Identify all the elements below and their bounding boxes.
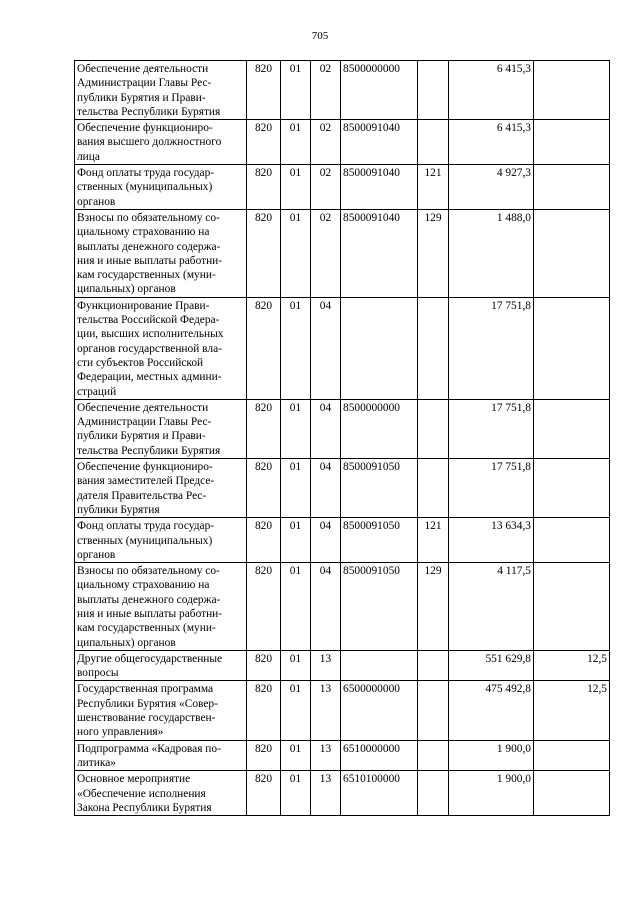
target-article-cell: 8500091040 [341, 165, 418, 210]
extra-amount-cell [534, 518, 610, 563]
ved-code-cell: 820 [247, 459, 281, 518]
row-name-cell: Фонд оплаты труда государ- ственных (муниципальных) органов [75, 165, 247, 210]
amount-cell: 17 751,8 [449, 399, 534, 458]
table-row [75, 399, 610, 458]
table-row [75, 771, 610, 816]
ved-code-cell: 820 [247, 165, 281, 210]
row-name-cell: Обеспечение функциониро- вания заместителей Предсе- дателя Правительства Рес- публики Бурятия [75, 459, 247, 518]
ved-code-cell: 820 [247, 61, 281, 120]
expense-type-cell [418, 459, 449, 518]
extra-amount-cell [534, 459, 610, 518]
target-article-cell: 8500091050 [341, 459, 418, 518]
section-code-cell: 01 [281, 563, 311, 651]
expense-type-cell [418, 771, 449, 816]
row-name-cell: Основное мероприятие «Обеспечение исполнения Закона Республики Бурятия [75, 771, 247, 816]
table-row [75, 518, 610, 563]
target-article-cell: 8500091050 [341, 563, 418, 651]
section-code-cell: 01 [281, 399, 311, 458]
row-name-cell: Подпрограмма «Кадровая по- литика» [75, 740, 247, 771]
target-article-cell: 8500091040 [341, 120, 418, 165]
ved-code-cell: 820 [247, 120, 281, 165]
row-name-cell: Другие общегосударственные вопросы [75, 650, 247, 681]
extra-amount-cell: 12,5 [534, 650, 610, 681]
section-code-cell: 01 [281, 61, 311, 120]
amount-cell: 475 492,8 [449, 681, 534, 740]
target-article-cell [341, 650, 418, 681]
subsection-code-cell: 04 [311, 518, 341, 563]
amount-cell: 551 629,8 [449, 650, 534, 681]
table-row [75, 563, 610, 651]
extra-amount-cell [534, 771, 610, 816]
subsection-code-cell: 02 [311, 209, 341, 297]
expense-type-cell: 121 [418, 518, 449, 563]
expense-type-cell [418, 681, 449, 740]
subsection-code-cell: 02 [311, 61, 341, 120]
section-code-cell: 01 [281, 297, 311, 399]
section-code-cell: 01 [281, 459, 311, 518]
extra-amount-cell: 12,5 [534, 681, 610, 740]
amount-cell: 1 900,0 [449, 740, 534, 771]
table-row [75, 650, 610, 681]
amount-cell: 17 751,8 [449, 297, 534, 399]
target-article-cell: 8500091040 [341, 209, 418, 297]
expense-type-cell: 129 [418, 209, 449, 297]
expense-type-cell [418, 740, 449, 771]
target-article-cell: 8500091050 [341, 518, 418, 563]
expense-type-cell: 129 [418, 563, 449, 651]
target-article-cell: 6500000000 [341, 681, 418, 740]
subsection-code-cell: 04 [311, 459, 341, 518]
expense-type-cell [418, 61, 449, 120]
table-body [75, 61, 610, 816]
extra-amount-cell [534, 209, 610, 297]
amount-cell: 1 488,0 [449, 209, 534, 297]
page-number: 705 [311, 30, 329, 42]
subsection-code-cell: 13 [311, 650, 341, 681]
table-row [75, 297, 610, 399]
expense-type-cell: 121 [418, 165, 449, 210]
subsection-code-cell: 04 [311, 563, 341, 651]
expense-type-cell [418, 120, 449, 165]
expense-type-cell [418, 650, 449, 681]
subsection-code-cell: 13 [311, 740, 341, 771]
ved-code-cell: 820 [247, 650, 281, 681]
subsection-code-cell: 13 [311, 771, 341, 816]
table-row [75, 459, 610, 518]
row-name-cell: Государственная программа Республики Бурятия «Совер- шенствование государствен- ного управления» [75, 681, 247, 740]
extra-amount-cell [534, 740, 610, 771]
ved-code-cell: 820 [247, 399, 281, 458]
subsection-code-cell: 02 [311, 165, 341, 210]
amount-cell: 4 927,3 [449, 165, 534, 210]
ved-code-cell: 820 [247, 297, 281, 399]
amount-cell: 4 117,5 [449, 563, 534, 651]
row-name-cell: Обеспечение функциониро- вания высшего должностного лица [75, 120, 247, 165]
target-article-cell: 6510100000 [341, 771, 418, 816]
ved-code-cell: 820 [247, 740, 281, 771]
target-article-cell: 8500000000 [341, 61, 418, 120]
amount-cell: 13 634,3 [449, 518, 534, 563]
ved-code-cell: 820 [247, 209, 281, 297]
budget-table [74, 60, 610, 816]
expense-type-cell [418, 297, 449, 399]
extra-amount-cell [534, 399, 610, 458]
row-name-cell: Обеспечение деятельности Администрации Главы Рес- публики Бурятия и Прави- тельства Республики Бурятия [75, 61, 247, 120]
extra-amount-cell [534, 120, 610, 165]
ved-code-cell: 820 [247, 518, 281, 563]
target-article-cell: 6510000000 [341, 740, 418, 771]
subsection-code-cell: 04 [311, 297, 341, 399]
subsection-code-cell: 02 [311, 120, 341, 165]
ved-code-cell: 820 [247, 563, 281, 651]
extra-amount-cell [534, 61, 610, 120]
section-code-cell: 01 [281, 681, 311, 740]
amount-cell: 6 415,3 [449, 61, 534, 120]
subsection-code-cell: 04 [311, 399, 341, 458]
ved-code-cell: 820 [247, 771, 281, 816]
table-row [75, 120, 610, 165]
ved-code-cell: 820 [247, 681, 281, 740]
subsection-code-cell: 13 [311, 681, 341, 740]
table-row [75, 209, 610, 297]
amount-cell: 6 415,3 [449, 120, 534, 165]
expense-type-cell [418, 399, 449, 458]
section-code-cell: 01 [281, 209, 311, 297]
section-code-cell: 01 [281, 165, 311, 210]
row-name-cell: Взносы по обязательному со- циальному страхованию на выплаты денежного содержа- ния и иные выплаты работни- кам государственных (муни- ципальных) органов [75, 209, 247, 297]
table-row [75, 681, 610, 740]
target-article-cell [341, 297, 418, 399]
section-code-cell: 01 [281, 740, 311, 771]
row-name-cell: Функционирование Прави- тельства Российской Федера- ции, высших исполнительных органов государственной вла- сти субъектов Российской Федерации, местных админи- страций [75, 297, 247, 399]
amount-cell: 1 900,0 [449, 771, 534, 816]
table-row [75, 740, 610, 771]
section-code-cell: 01 [281, 518, 311, 563]
target-article-cell: 8500000000 [341, 399, 418, 458]
section-code-cell: 01 [281, 771, 311, 816]
extra-amount-cell [534, 563, 610, 651]
section-code-cell: 01 [281, 650, 311, 681]
section-code-cell: 01 [281, 120, 311, 165]
table-row [75, 165, 610, 210]
extra-amount-cell [534, 165, 610, 210]
extra-amount-cell [534, 297, 610, 399]
row-name-cell: Обеспечение деятельности Администрации Главы Рес- публики Бурятия и Прави- тельства Республики Бурятия [75, 399, 247, 458]
row-name-cell: Взносы по обязательному со- циальному страхованию на выплаты денежного содержа- ния и иные выплаты работни- кам государственных (муни- ципальных) органов [75, 563, 247, 651]
table-row [75, 61, 610, 120]
row-name-cell: Фонд оплаты труда государ- ственных (муниципальных) органов [75, 518, 247, 563]
amount-cell: 17 751,8 [449, 459, 534, 518]
